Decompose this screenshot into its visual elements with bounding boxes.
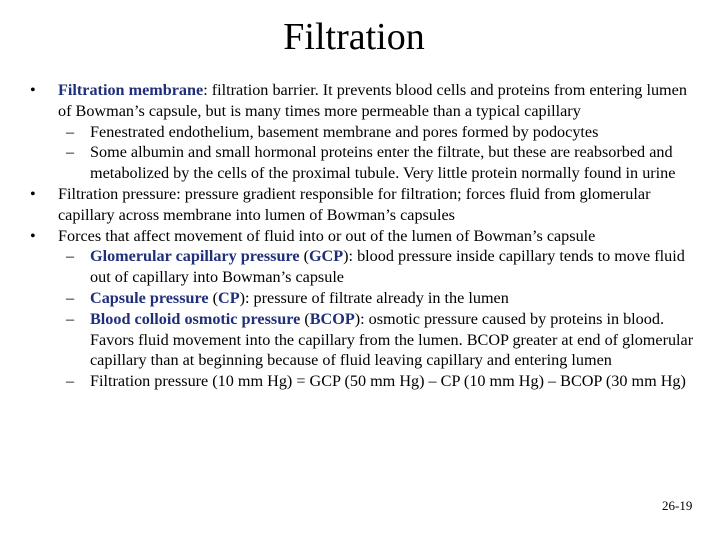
slide-title: Filtration <box>283 16 425 58</box>
subbullet-term: Capsule pressure <box>90 288 209 307</box>
subbullet-text: ): pressure of filtrate already in the lumen <box>239 288 509 307</box>
bullet-text: Filtration pressure: pressure gradient responsible for filtration; forces fluid from glomerular capillary across membrane into lumen of Bowman’s capsules <box>58 184 651 224</box>
bullet-mark: • <box>30 226 36 245</box>
dash-mark: – <box>66 372 75 391</box>
dash-mark: – <box>66 122 75 141</box>
slide-number: 26-19 <box>662 498 693 513</box>
subbullet-text: Filtration pressure (10 mm Hg) = GCP (50 mm Hg) – CP (10 mm Hg) – BCOP (30 mm Hg) <box>90 372 686 391</box>
subbullet-text: Some albumin and small hormonal proteins enter the filtrate, but these are reabsorbed and metabolized by the cells of the proximal tubule. Very little protein normally found in urine <box>90 143 676 183</box>
dash-mark: – <box>66 143 75 162</box>
bullet-mark: • <box>30 184 36 203</box>
subbullet-filtration-equation <box>30 371 695 392</box>
bullet-text: : filtration barrier. It prevents blood cells and proteins from entering lumen of Bowman’s capsule, but is many times more permeable than a typical capillary <box>58 81 687 120</box>
dash-mark: – <box>66 309 75 328</box>
subbullet-albumin <box>30 142 695 184</box>
subbullet-abbr: GCP <box>308 247 344 266</box>
dash-mark: – <box>66 288 75 307</box>
bullet-forces <box>30 226 695 247</box>
dash-mark: – <box>66 247 75 266</box>
bullet-term: Filtration membrane <box>58 81 204 99</box>
subbullet-text: ): blood pressure inside capillary tends to move fluid out of capillary into Bowman’s capsule <box>90 247 685 287</box>
slide-content <box>30 80 695 392</box>
subbullet-text: Fenestrated endothelium, basement membrane and pores formed by podocytes <box>90 122 599 141</box>
bullet-filtration-membrane <box>30 80 695 122</box>
subbullet-fenestrated <box>30 122 695 143</box>
subbullet-gcp: – Glomerular capillary pressure (GCP): blood pressure inside capillary tends to move fluid out of capillary into Bowman’s capsule <box>66 247 685 287</box>
subbullet-term: Blood colloid osmotic pressure <box>90 309 301 328</box>
subbullet-abbr: BCOP <box>309 309 355 328</box>
subbullet-text: ): osmotic pressure caused by proteins in blood. Favors fluid movement into the capillary from the lumen. BCOP greater at end of glomerular capillary than at beginning because of fluid leaving capillary and entering lumen <box>90 309 694 370</box>
subbullet-bcop: – Blood colloid osmotic pressure (BCOP): osmotic pressure caused by proteins in blood. Favors fluid movement into the capillary from the lumen. BCOP greater at end of glomerular capillary than at beginning because of fluid leaving capillary and entering lumen <box>66 309 694 370</box>
bullet-mark: • <box>30 81 36 99</box>
subbullet-term: Glomerular capillary pressure <box>90 247 300 266</box>
subbullet-abbr: CP <box>218 288 240 307</box>
bullet-text: Forces that affect movement of fluid into or out of the lumen of Bowman’s capsule <box>58 226 596 245</box>
bullet-filtration-pressure <box>30 184 695 226</box>
subbullet-cp: – Capsule pressure (CP): pressure of filtrate already in the lumen <box>66 288 509 307</box>
